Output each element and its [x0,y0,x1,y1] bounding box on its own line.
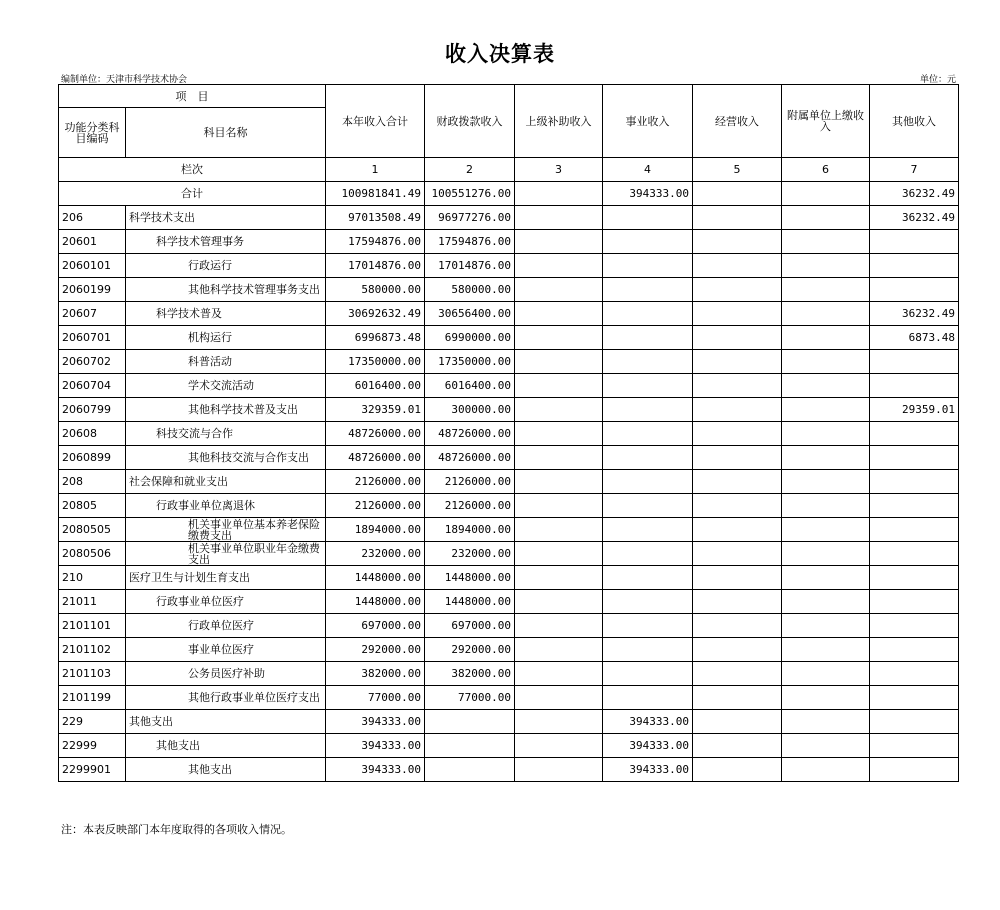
row-value [693,326,782,350]
row-name: 行政单位医疗 [126,614,326,638]
row-value: 697000.00 [425,614,515,638]
row-code: 2080505 [59,518,126,542]
row-value [870,710,959,734]
row-value [782,542,870,566]
row-value [693,254,782,278]
row-value [693,278,782,302]
row-value: 30692632.49 [326,302,425,326]
table-row [59,470,959,494]
row-value: 394333.00 [326,710,425,734]
row-value [693,566,782,590]
row-value [515,230,603,254]
compiling-unit: 编制单位：天津市科学技术协会 [61,75,188,85]
row-value: 17594876.00 [326,230,425,254]
row-value [693,302,782,326]
row-value: 36232.49 [870,302,959,326]
row-value [782,230,870,254]
row-value [870,590,959,614]
col-num: 5 [693,158,782,182]
row-value [603,662,693,686]
row-value [693,446,782,470]
table-row [59,374,959,398]
row-value [693,350,782,374]
row-value [693,590,782,614]
row-value [515,398,603,422]
row-name: 科学技术普及 [126,302,326,326]
table-row [59,758,959,782]
row-value: 292000.00 [326,638,425,662]
row-name: 其他科技交流与合作支出 [126,446,326,470]
col-num: 7 [870,158,959,182]
table-row [59,302,959,326]
row-code: 2060799 [59,398,126,422]
row-code: 2101199 [59,686,126,710]
header-col-other: 其他收入 [870,85,959,158]
row-value [515,422,603,446]
row-code: 208 [59,470,126,494]
row-code: 229 [59,710,126,734]
row-value [693,710,782,734]
table-row [59,542,959,566]
row-value: 17350000.00 [425,350,515,374]
row-value [782,422,870,446]
row-name: 事业单位医疗 [126,638,326,662]
row-code: 20805 [59,494,126,518]
row-value [515,470,603,494]
total-value [515,182,603,206]
row-value [693,638,782,662]
row-value: 77000.00 [425,686,515,710]
row-value [603,686,693,710]
row-code: 2101103 [59,662,126,686]
row-code: 2060701 [59,326,126,350]
col-num: 3 [515,158,603,182]
row-name: 学术交流活动 [126,374,326,398]
row-value [782,590,870,614]
row-value [603,638,693,662]
row-value [870,542,959,566]
row-value [603,542,693,566]
header-name: 科目名称 [126,108,326,158]
row-value [515,302,603,326]
row-name: 机关事业单位基本养老保险缴费支出 [126,518,326,542]
row-value [515,758,603,782]
total-value: 36232.49 [870,182,959,206]
row-index-label: 栏次 [59,158,326,182]
row-value [693,542,782,566]
row-value [870,230,959,254]
row-value: 394333.00 [603,710,693,734]
row-code: 20607 [59,302,126,326]
row-value [515,254,603,278]
row-value [782,614,870,638]
row-value: 2126000.00 [326,494,425,518]
row-value [603,350,693,374]
row-value [515,614,603,638]
table-row [59,278,959,302]
row-value: 1894000.00 [425,518,515,542]
currency-unit: 单位：元 [919,75,956,85]
row-value [603,398,693,422]
row-value [870,614,959,638]
header-col-total: 本年收入合计 [326,85,425,158]
row-value [515,710,603,734]
row-value [425,734,515,758]
row-value: 17014876.00 [425,254,515,278]
row-value [782,734,870,758]
row-value [603,278,693,302]
total-value: 100551276.00 [425,182,515,206]
row-name: 社会保障和就业支出 [126,470,326,494]
row-value [603,326,693,350]
row-value [782,686,870,710]
row-name: 其他支出 [126,758,326,782]
row-value: 1448000.00 [425,566,515,590]
row-name: 其他支出 [126,734,326,758]
row-value [603,614,693,638]
row-value [782,302,870,326]
row-value: 394333.00 [603,734,693,758]
row-name: 科普活动 [126,350,326,374]
row-value: 1448000.00 [326,590,425,614]
table-row [59,518,959,542]
row-name: 科学技术管理事务 [126,230,326,254]
table-row [59,590,959,614]
row-value [870,422,959,446]
row-value [870,470,959,494]
row-value [603,446,693,470]
row-code: 20601 [59,230,126,254]
row-value [693,662,782,686]
row-value: 77000.00 [326,686,425,710]
table-row [59,326,959,350]
total-label: 合计 [59,182,326,206]
row-name: 机构运行 [126,326,326,350]
total-row [59,182,959,206]
page-title: 收入决算表 [445,41,555,66]
row-name: 行政运行 [126,254,326,278]
row-value [782,326,870,350]
row-code: 2060899 [59,446,126,470]
row-code: 210 [59,566,126,590]
row-value [515,494,603,518]
row-name: 其他行政事业单位医疗支出 [126,686,326,710]
row-value: 394333.00 [603,758,693,782]
row-value [425,758,515,782]
row-value: 17594876.00 [425,230,515,254]
row-value: 6990000.00 [425,326,515,350]
row-value [782,254,870,278]
row-value [603,470,693,494]
row-value: 6996873.48 [326,326,425,350]
row-code: 20608 [59,422,126,446]
row-value [870,566,959,590]
header-item: 项 目 [59,85,326,108]
row-name: 机关事业单位职业年金缴费支出 [126,542,326,566]
row-value [693,686,782,710]
table-note: 注：本表反映部门本年度取得的各项收入情况。 [61,823,292,836]
row-value [782,638,870,662]
row-value [782,350,870,374]
row-name: 行政事业单位离退休 [126,494,326,518]
row-value [515,638,603,662]
row-value [515,446,603,470]
row-value [603,302,693,326]
row-value [515,590,603,614]
row-code: 22999 [59,734,126,758]
row-value: 232000.00 [326,542,425,566]
row-value: 1448000.00 [425,590,515,614]
row-value [425,710,515,734]
row-value [515,206,603,230]
row-value [693,734,782,758]
row-value [782,518,870,542]
row-value [515,734,603,758]
row-value [870,686,959,710]
table-row [59,230,959,254]
row-value [693,206,782,230]
table-row [59,686,959,710]
row-code: 2299901 [59,758,126,782]
row-name: 科技交流与合作 [126,422,326,446]
row-value [603,254,693,278]
row-value [693,230,782,254]
row-value [782,398,870,422]
row-name: 医疗卫生与计划生育支出 [126,566,326,590]
table-row [59,734,959,758]
table-row [59,446,959,470]
row-value [515,542,603,566]
row-value [870,638,959,662]
row-value [870,662,959,686]
row-value: 329359.01 [326,398,425,422]
row-value: 17014876.00 [326,254,425,278]
row-value [515,686,603,710]
row-value [693,398,782,422]
row-value: 300000.00 [425,398,515,422]
row-value [782,710,870,734]
row-value [782,470,870,494]
row-value [782,206,870,230]
row-value: 580000.00 [326,278,425,302]
table-row [59,206,959,230]
row-name: 其他科学技术普及支出 [126,398,326,422]
row-value [603,422,693,446]
row-name: 科学技术支出 [126,206,326,230]
row-value [782,662,870,686]
table-row [59,422,959,446]
row-code: 2060702 [59,350,126,374]
col-num: 6 [782,158,870,182]
row-value: 1448000.00 [326,566,425,590]
row-name: 其他科学技术管理事务支出 [126,278,326,302]
row-value [603,590,693,614]
row-value [870,374,959,398]
row-value [870,758,959,782]
row-value: 580000.00 [425,278,515,302]
row-value [515,374,603,398]
row-value: 48726000.00 [326,422,425,446]
row-value: 36232.49 [870,206,959,230]
row-value [603,374,693,398]
total-value [782,182,870,206]
table-row [59,254,959,278]
row-code: 2060199 [59,278,126,302]
table-row [59,398,959,422]
row-code: 2060704 [59,374,126,398]
row-value [603,206,693,230]
row-value [515,326,603,350]
row-value: 97013508.49 [326,206,425,230]
row-value: 6016400.00 [425,374,515,398]
row-value [693,470,782,494]
row-value [782,446,870,470]
row-value: 6016400.00 [326,374,425,398]
row-value [782,566,870,590]
row-name: 行政事业单位医疗 [126,590,326,614]
col-num: 2 [425,158,515,182]
table-row [59,614,959,638]
table-row [59,638,959,662]
row-value [515,566,603,590]
row-value: 697000.00 [326,614,425,638]
row-value: 30656400.00 [425,302,515,326]
row-value [515,278,603,302]
header-code: 功能分类科目编码 [59,108,126,158]
row-name: 公务员医疗补助 [126,662,326,686]
row-value: 17350000.00 [326,350,425,374]
row-value [693,518,782,542]
row-value: 48726000.00 [425,422,515,446]
total-value: 394333.00 [603,182,693,206]
table-row [59,662,959,686]
row-value: 292000.00 [425,638,515,662]
row-value: 382000.00 [425,662,515,686]
row-value [693,614,782,638]
row-value: 394333.00 [326,734,425,758]
row-value [870,350,959,374]
row-value [603,230,693,254]
row-value [693,374,782,398]
row-value [693,422,782,446]
row-value: 29359.01 [870,398,959,422]
row-value [870,446,959,470]
row-code: 21011 [59,590,126,614]
col-num: 1 [326,158,425,182]
row-value [603,566,693,590]
row-code: 206 [59,206,126,230]
col-num: 4 [603,158,693,182]
row-value: 96977276.00 [425,206,515,230]
row-value: 394333.00 [326,758,425,782]
row-value [693,494,782,518]
header-col-business: 事业收入 [603,85,693,158]
total-value: 100981841.49 [326,182,425,206]
row-value [515,518,603,542]
row-value: 2126000.00 [425,494,515,518]
row-code: 2060101 [59,254,126,278]
header-col-fiscal: 财政拨款收入 [425,85,515,158]
row-value [603,518,693,542]
table-row [59,350,959,374]
row-value [782,758,870,782]
row-value [693,758,782,782]
row-value [782,374,870,398]
income-table [58,84,959,782]
row-value: 1894000.00 [326,518,425,542]
row-code: 2101101 [59,614,126,638]
row-value: 2126000.00 [425,470,515,494]
row-code: 2101102 [59,638,126,662]
table-row [59,566,959,590]
row-value: 6873.48 [870,326,959,350]
row-value: 2126000.00 [326,470,425,494]
row-name: 其他支出 [126,710,326,734]
row-value: 382000.00 [326,662,425,686]
row-value: 48726000.00 [425,446,515,470]
row-value [515,350,603,374]
row-value: 48726000.00 [326,446,425,470]
row-value: 232000.00 [425,542,515,566]
row-value [782,278,870,302]
row-value [870,494,959,518]
row-value [870,254,959,278]
row-value [782,494,870,518]
row-value [870,518,959,542]
header-col-affiliated: 附属单位上缴收入 [782,85,870,158]
row-value [603,494,693,518]
table-row [59,710,959,734]
row-value [515,662,603,686]
table-row [59,494,959,518]
row-value [870,278,959,302]
header-col-superior: 上级补助收入 [515,85,603,158]
header-col-operating: 经营收入 [693,85,782,158]
total-value [693,182,782,206]
row-code: 2080506 [59,542,126,566]
row-value [870,734,959,758]
